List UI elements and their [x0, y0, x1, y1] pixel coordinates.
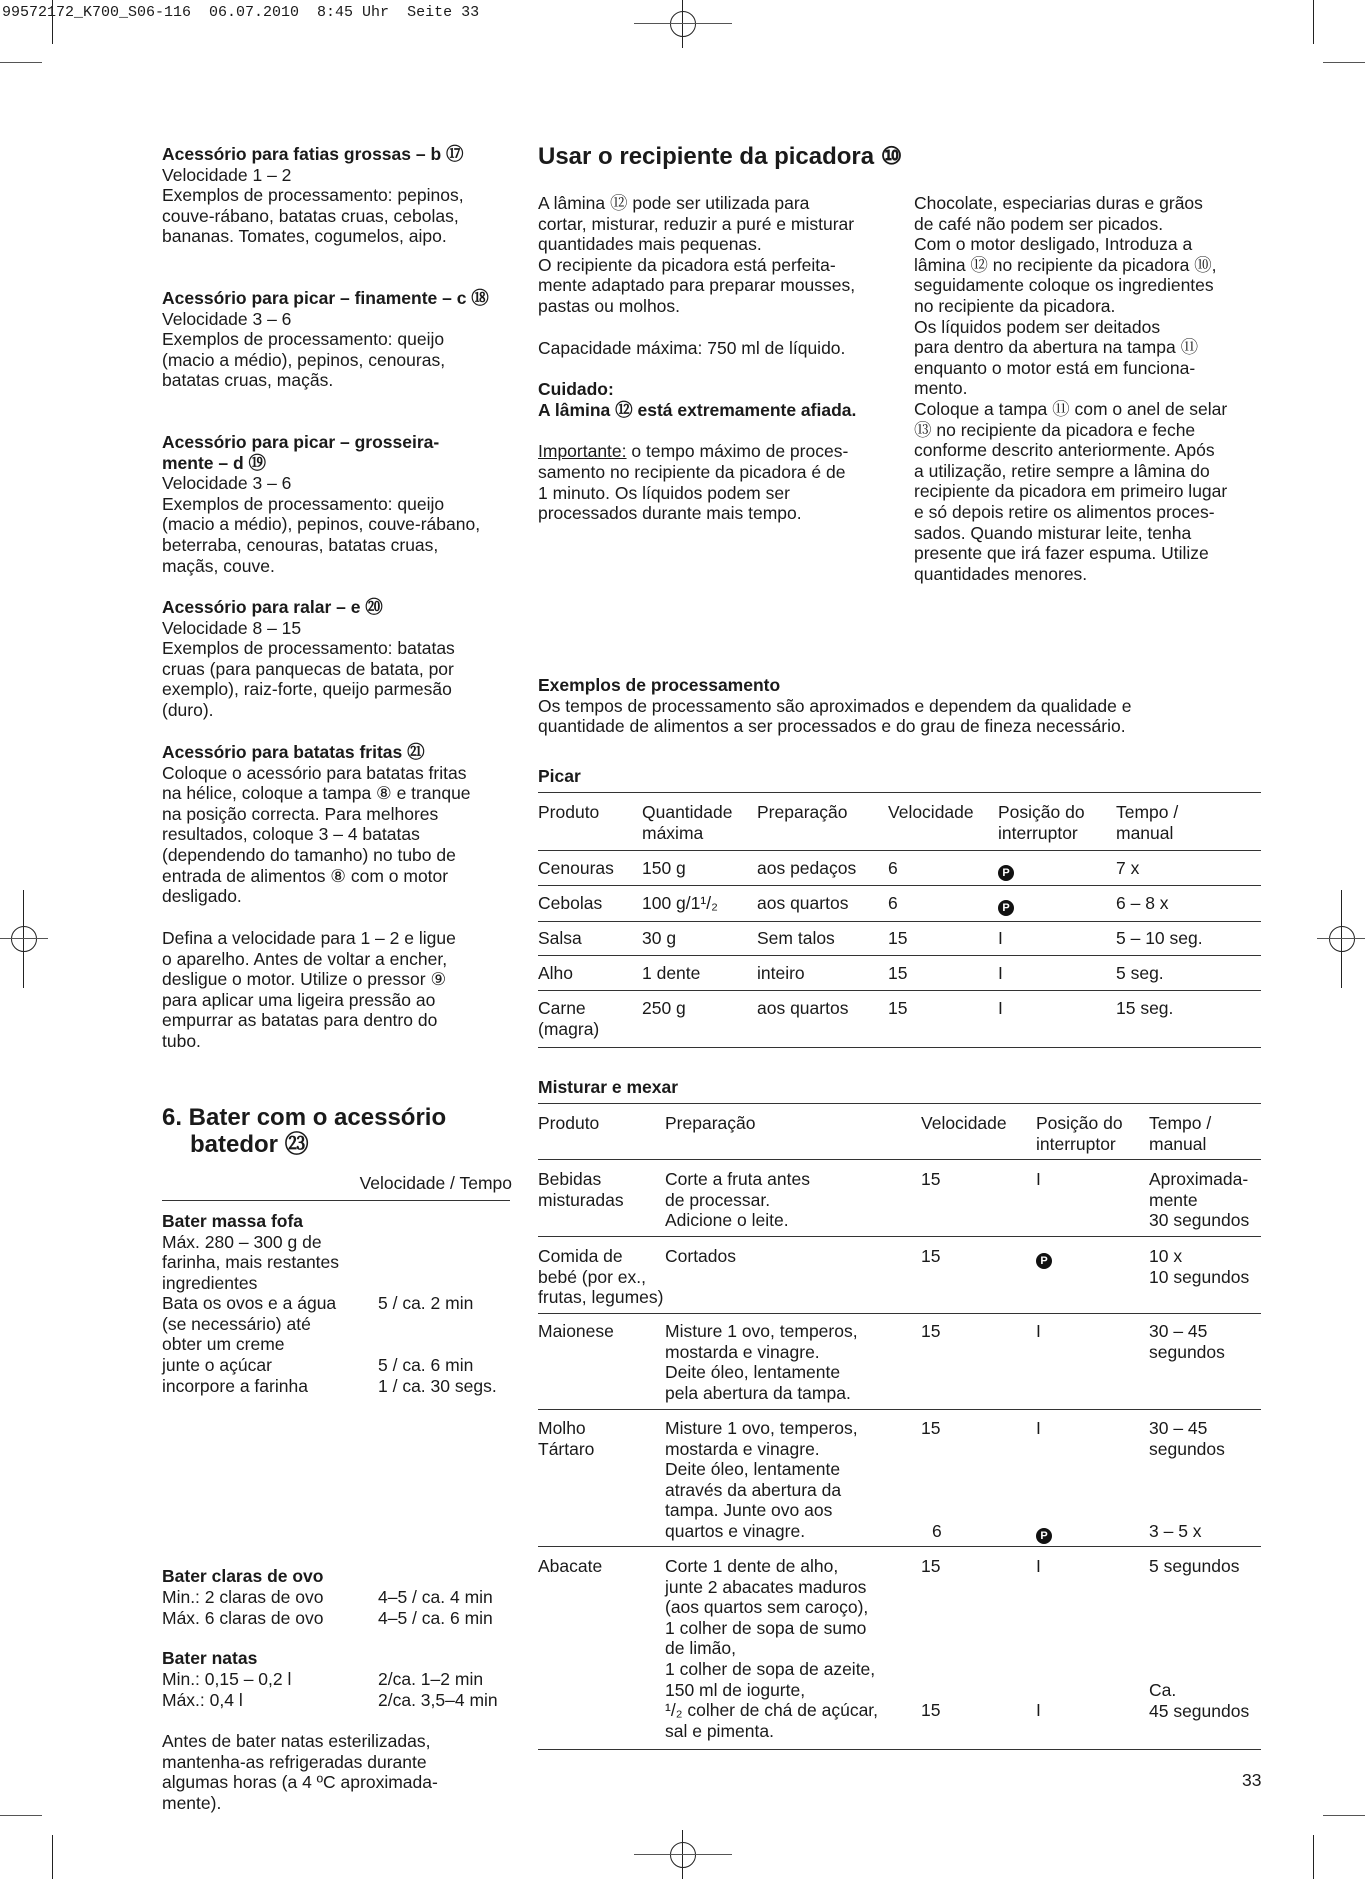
pulse-icon: P — [998, 865, 1014, 881]
divider — [538, 1047, 1261, 1048]
chopper-col-1 — [538, 193, 898, 524]
accessory-body: Coloque o acessório para batatas fritas na hélice, coloque a tampa ⑧ e tranque na posição correcta. Para melhores resultados, coloque 3 – 4 batatas (dependendo do tamanho) no tubo de entrada de alimentos ⑧ com o motor desligado. — [162, 762, 471, 907]
massa-title: Bater massa fofa — [162, 1211, 304, 1231]
column-header: Tempo / manual — [1116, 802, 1179, 843]
chopper-capacity: Capacidade máxima: 750 ml de líquido. — [538, 337, 846, 358]
accessory-block — [162, 432, 480, 576]
natas-note: Antes de bater natas esterilizadas, mantenha-as refrigeradas durante algumas horas (a 4 ºC aproximada- mente). — [162, 1731, 438, 1813]
column-header: Quantidade máxima — [642, 802, 733, 843]
accessory-block — [162, 742, 471, 907]
crop-mark — [1323, 62, 1365, 63]
accessory-block — [162, 288, 489, 391]
divider — [538, 792, 1261, 793]
page-number: 33 — [1242, 1770, 1262, 1790]
divider — [538, 1236, 1261, 1237]
divider — [538, 1749, 1261, 1750]
divider — [538, 921, 1261, 922]
claras-row: Min.: 2 claras de ovo 4–5 / ca. 4 min — [162, 1587, 493, 1607]
accessory-title: Acessório para ralar – e ⑳ — [162, 597, 383, 617]
natas-row: Máx.: 0,4 l 2/ca. 3,5–4 min — [162, 1690, 498, 1710]
massa-row: junte o açúcar 5 / ca. 6 min — [162, 1355, 474, 1375]
accessory-body: Velocidade 3 – 6 Exemplos de processamento: queijo (macio a médio), pepinos, cenouras, batatas cruas, maçãs. — [162, 308, 446, 391]
pulse-icon: P — [1036, 1253, 1052, 1269]
section-6 — [162, 1104, 512, 1813]
divider — [538, 955, 1261, 956]
column-header: Posição do interruptor — [1036, 1113, 1123, 1154]
chopper-intro: A lâmina ⑫ pode ser utilizada para cortar, misturar, reduzir a puré e misturar quantidades mais pequenas. O recipiente da picadora está perfeita- mente adaptado para preparar mousses, pastas ou molhos. — [538, 193, 856, 316]
crop-mark — [52, 0, 53, 44]
section-heading: 6. Bater com o acessório batedor ㉓ — [162, 1104, 447, 1158]
column-header: Produto — [538, 1113, 600, 1133]
claras-block — [162, 1566, 512, 1628]
caution-text: A lâmina ⑫ está extremamente afiada. — [538, 399, 857, 420]
column-header: Tempo / manual — [1149, 1113, 1212, 1154]
crop-mark — [0, 1815, 42, 1816]
picar-title: Picar — [538, 766, 581, 786]
examples-intro: Exemplos de processamento Os tempos de processamento são aproximados e dependem da qualidade e quantidade de alimentos a ser processados e do grau de fineza necessário. — [538, 675, 1132, 737]
column-header: Velocidade — [921, 1113, 1007, 1133]
chopper-col-2: Chocolate, especiarias duras e grãos de café não podem ser picados. Com o motor desligado, Introduza a lâmina ⑫ no recipiente da picadora ⑩, seguidamente coloque os ingredientes no recipiente da picadora. Os líquidos podem ser deitados para dentro da abertura na tampa ⑪ enquanto o motor está em funciona- mento. Coloque a tampa ⑪ com o anel de selar ⑬ no recipiente da picadora e feche conforme descrito anteriormente. Após a utilização, retire sempre a lâmina do recipiente da picadora em primeiro lugar e só depois retire os alimentos proces- sados. Quando misturar leite, tenha presente que irá fazer espuma. Utilize quantidades menores. — [914, 193, 1228, 584]
massa-row: incorpore a farinha 1 / ca. 30 segs. — [162, 1376, 497, 1396]
natas-row: Min.: 0,15 – 0,2 l 2/ca. 1–2 min — [162, 1669, 484, 1689]
crop-mark — [0, 62, 42, 63]
caution-title: Cuidado: — [538, 379, 614, 400]
chopper-heading: Usar o recipiente da picadora ⑩ — [538, 143, 903, 170]
accessory-block — [162, 144, 464, 247]
accessory-block — [162, 928, 456, 1052]
column-header: Produto — [538, 802, 600, 822]
accessory-body: Defina a velocidade para 1 – 2 e ligue o aparelho. Antes de voltar a encher, desligue o motor. Utilize o pressor ⑨ para aplicar uma ligeira pressão ao empurrar as batatas para dentro do tubo. — [162, 928, 456, 1051]
column-header: Velocidade — [888, 802, 974, 822]
crop-mark — [1323, 1815, 1365, 1816]
pulse-icon: P — [1036, 1528, 1052, 1544]
speed-time-header: Velocidade / Tempo — [359, 1173, 512, 1193]
column-header: Posição do interruptor — [998, 802, 1085, 843]
important-note: Importante: o tempo máximo de proces- samento no recipiente da picadora é de 1 minuto. Os líquidos podem ser processados durante mais tempo. — [538, 441, 849, 524]
natas-block — [162, 1648, 512, 1710]
column-header: Preparação — [757, 802, 848, 822]
accessory-title: Acessório para picar – finamente – c ⑱ — [162, 288, 489, 308]
accessory-title: Acessório para fatias grossas – b ⑰ — [162, 144, 464, 164]
accessory-title: Acessório para batatas fritas ㉑ — [162, 742, 425, 762]
picar-table: Picar Produto Quantidade máxima Preparação Velocidade Posição do interruptor Tempo / manual Cenouras 150 g aos pedaços 6 P 7 x Cebolas 100 g/1¹/₂ aos quartos 6 P 6 – 8 x Salsa 30 g Sem talos 15 I 5 – 10 seg. Alho 1 dente inteiro 15 I 5 seg. Carne (magra) 250 g aos quartos 15 I 15 seg. — [538, 766, 1261, 1051]
crop-mark — [52, 1835, 53, 1879]
print-slug: 99572172_K700_S06-116 06.07.2010 8:45 Uhr Seite 33 — [2, 4, 480, 21]
massa-intro: Máx. 280 – 300 g de farinha, mais restantes ingredientes — [162, 1231, 340, 1293]
claras-title: Bater claras de ovo — [162, 1566, 324, 1586]
accessory-body: Velocidade 8 – 15 Exemplos de processamento: batatas cruas (para panquecas de batata, por exemplo), raiz-forte, queijo parmesão (duro). — [162, 617, 455, 720]
crop-mark — [1313, 1835, 1314, 1879]
divider — [538, 1313, 1261, 1314]
divider — [538, 990, 1261, 991]
natas-title: Bater natas — [162, 1648, 258, 1668]
accessory-body: Velocidade 3 – 6 Exemplos de processamento: queijo (macio a médio), pepinos, couve-rábano, beterraba, cenouras, batatas cruas, maçãs, couve. — [162, 473, 481, 576]
divider — [538, 1546, 1261, 1547]
crop-mark — [1313, 0, 1314, 44]
accessory-body: Velocidade 1 – 2 Exemplos de processamento: pepinos, couve-rábano, batatas cruas, cebolas, bananas. Tomates, cogumelos, aipo. — [162, 164, 464, 247]
massa-row: Bata os ovos e a água (se necessário) até obter um creme 5 / ca. 2 min — [162, 1293, 474, 1355]
divider — [162, 1200, 510, 1201]
divider — [538, 885, 1261, 886]
claras-row: Máx. 6 claras de ovo 4–5 / ca. 6 min — [162, 1608, 493, 1628]
divider — [538, 1103, 1261, 1104]
accessory-block — [162, 597, 455, 721]
misturar-title: Misturar e mexar — [538, 1077, 679, 1097]
pulse-icon: P — [998, 900, 1014, 916]
accessory-title: Acessório para picar – grosseira- mente – d ⑲ — [162, 432, 440, 473]
divider — [538, 1409, 1261, 1410]
misturar-table: Misturar e mexar Produto Preparação Velocidade Posição do interruptor Tempo / manual Bebidas misturadas Corte a fruta antes de processar. Adicione o leite. 15 I Aproximada- mente 30 segundos Comida de bebé (por ex., frutas, legumes) Cortados 15 P 10 x 10 segundos Maionese Misture 1 ovo, temperos, mostarda e vinagre. Deite óleo, lentamente pela abertura da tampa. 15 I 30 – 45 segundos Molho Tártaro Misture 1 ovo, temperos, mostarda e vinagre. Deite óleo, lentamente através da abertura da tampa. Junte ovo aos quartos e vinagre. 15 I 30 – 45 segundos 6 P 3 – 5 x Abacate Corte 1 dente de alho, junte 2 abacates maduros (aos quartos sem caroço), 1 colher de sopa de sumo de limão, 1 colher de sopa de azeite, 150 ml de iogurte, ¹/₂ colher de chá de açúcar, sal e pimenta. 15 I 5 segundos 15 I Ca. 45 segundos — [538, 1077, 1261, 1752]
massa-block — [162, 1211, 512, 1396]
divider — [538, 850, 1261, 851]
column-header: Preparação — [665, 1113, 756, 1133]
divider — [538, 1159, 1261, 1160]
